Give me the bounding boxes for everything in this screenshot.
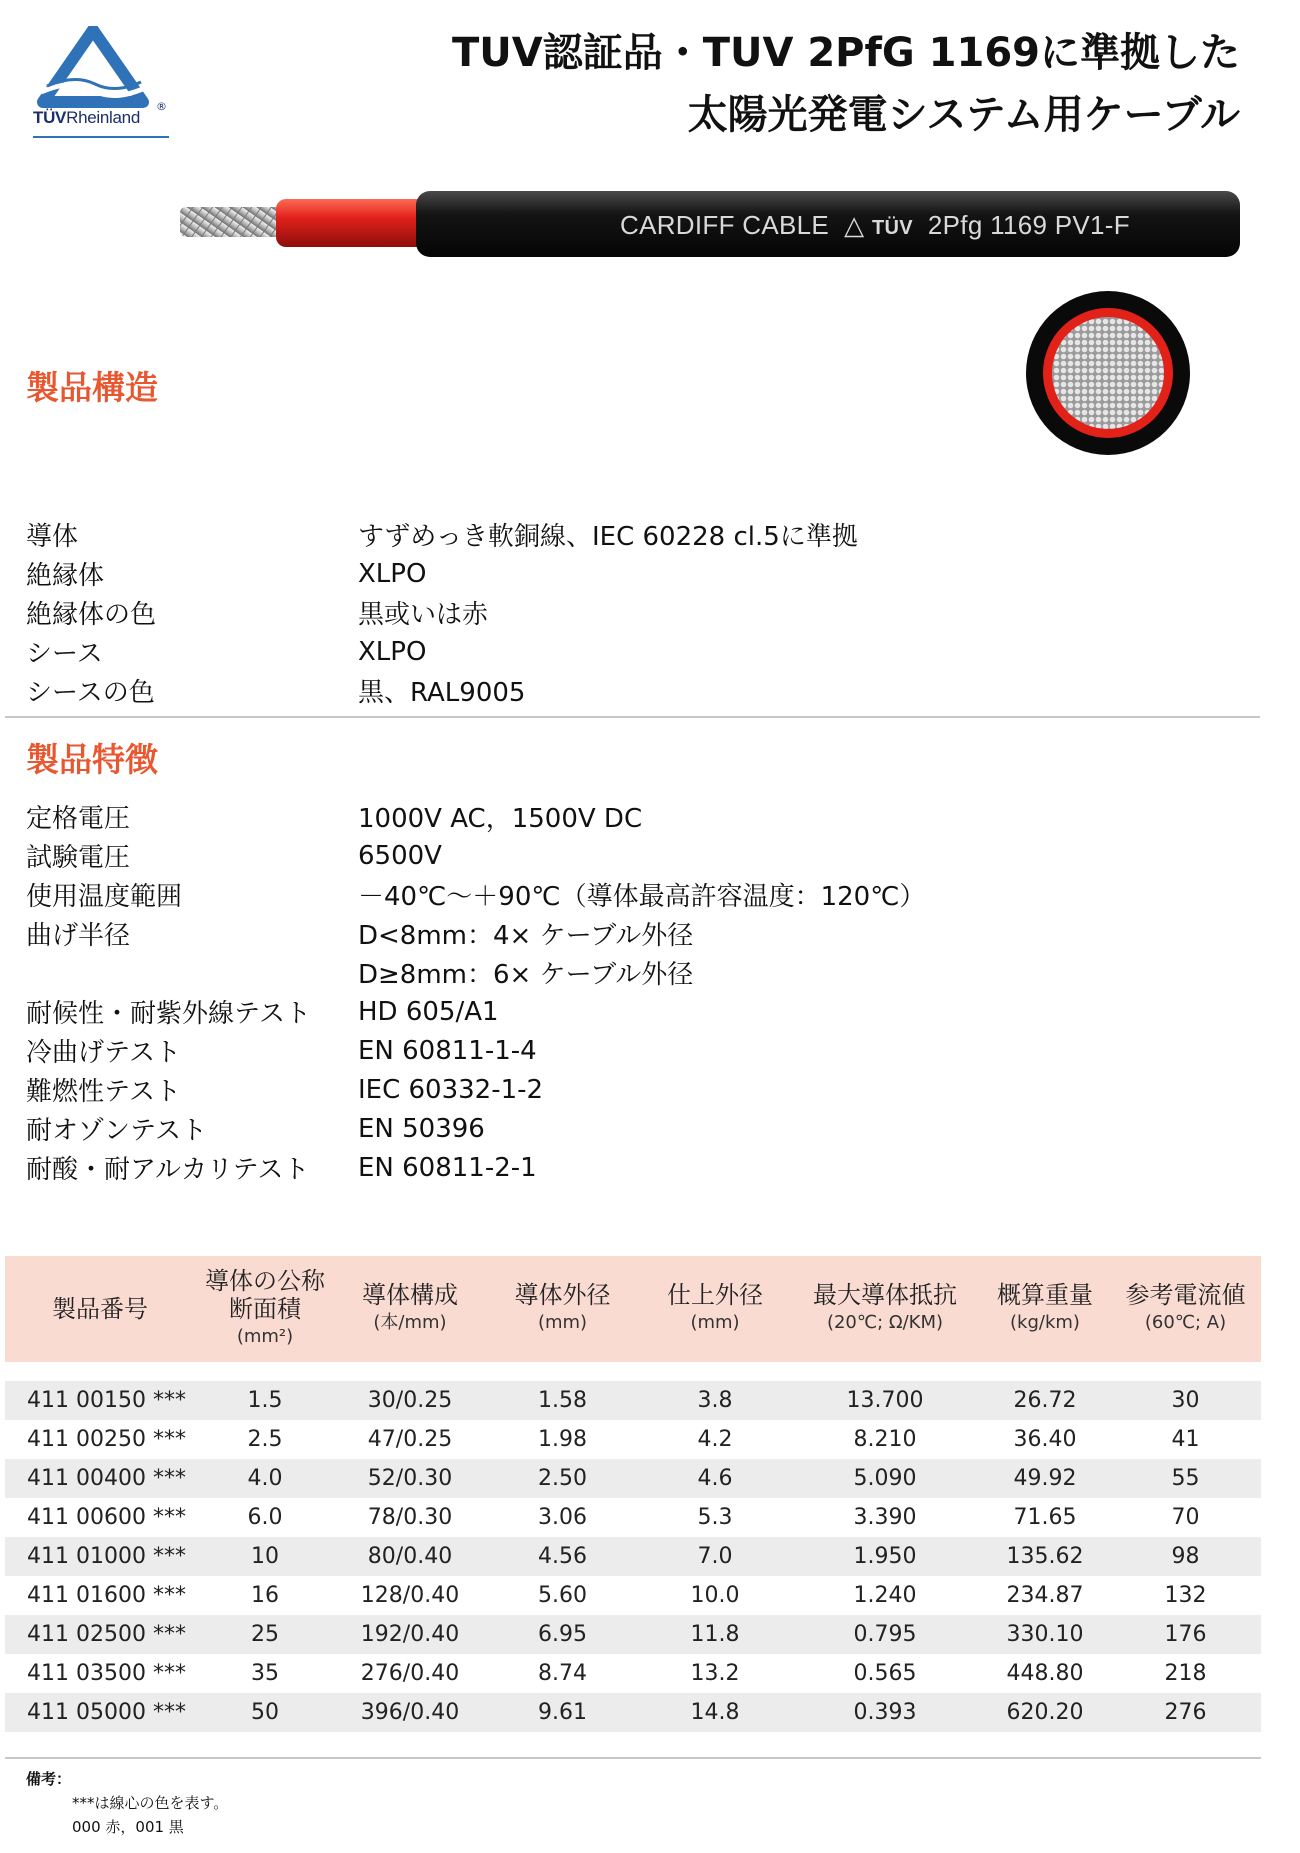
- column-header: [980, 1281, 1110, 1337]
- column-header: [1110, 1281, 1261, 1337]
- table-cell: 411 00400 ***: [27, 1466, 186, 1491]
- table-cell: 192/0.40: [360, 1622, 460, 1647]
- column-header-unit: (mm): [537, 1312, 588, 1333]
- column-header-unit: (kg/km): [1010, 1312, 1080, 1333]
- table-cell: 8.74: [538, 1661, 587, 1686]
- table-row: [5, 1420, 1261, 1459]
- table-cell: 14.8: [690, 1700, 740, 1725]
- table-cell: 2.5: [247, 1427, 283, 1452]
- title-line-1: TUV認証品・TUV 2PfG 1169に準拠した: [451, 30, 1240, 76]
- spec-label: 耐オゾンテスト: [26, 1116, 207, 1146]
- spec-row: [26, 515, 1066, 554]
- table-cell: 411 02500 ***: [27, 1622, 186, 1647]
- spec-row: [26, 1109, 1066, 1148]
- spec-label: シースの色: [26, 678, 155, 708]
- spec-label: 使用温度範囲: [26, 882, 183, 912]
- column-header: [640, 1281, 790, 1337]
- table-cell: 276: [1164, 1700, 1207, 1725]
- table-cell: 5.60: [538, 1583, 587, 1608]
- table-cell: 35: [251, 1661, 279, 1686]
- column-header-unit: (mm): [690, 1312, 740, 1333]
- table-row: [5, 1615, 1261, 1654]
- spec-label: 難燃性テスト: [26, 1077, 181, 1107]
- table-cell: 25: [251, 1622, 279, 1647]
- table-row: [5, 1693, 1261, 1732]
- table-cell: 11.8: [690, 1622, 740, 1647]
- column-header-label: 導体構成: [362, 1281, 458, 1309]
- column-header: [195, 1267, 335, 1351]
- table-cell: 1.98: [538, 1427, 587, 1452]
- table-cell: 135.62: [1006, 1544, 1084, 1569]
- spec-label: 絶縁体: [26, 561, 105, 591]
- spec-row: [26, 1148, 1066, 1187]
- table-cell: 1.58: [538, 1388, 587, 1413]
- table-cell: 16: [251, 1583, 279, 1608]
- table-cell: 411 00250 ***: [27, 1427, 186, 1452]
- spec-label: 導体: [26, 522, 79, 552]
- spec-row: [26, 953, 1066, 992]
- features-title: 製品特徴: [26, 740, 158, 779]
- column-header-label: 導体外径: [514, 1281, 611, 1309]
- spec-value: EN 60811-2-1: [358, 1152, 537, 1183]
- spec-row: [26, 1070, 1066, 1109]
- spec-value: すずめっき軟銅線、IEC 60228 cl.5に準拠: [358, 522, 858, 552]
- table-cell: 13.700: [846, 1388, 924, 1413]
- notes-title: 備考：: [26, 1770, 72, 1788]
- table-cell: 26.72: [1013, 1388, 1077, 1413]
- table-cell: 4.0: [247, 1466, 283, 1491]
- table-cell: 4.56: [538, 1544, 587, 1569]
- spec-value: 1000V AC，1500V DC: [358, 804, 643, 834]
- table-cell: 3.8: [697, 1388, 733, 1413]
- spec-value: XLPO: [358, 636, 427, 667]
- spec-label: 冷曲げテスト: [26, 1038, 181, 1068]
- table-cell: 98: [1171, 1544, 1200, 1569]
- table-cell: 411 01000 ***: [27, 1544, 186, 1569]
- spec-value: D<8mm：4× ケーブル外径: [358, 921, 694, 951]
- title-line-2: 太陽光発電システム用ケーブル: [687, 92, 1240, 138]
- table-cell: 411 00150 ***: [27, 1388, 186, 1413]
- table-cell: 411 03500 ***: [27, 1661, 186, 1686]
- section-divider: [5, 716, 1260, 718]
- table-cell: 132: [1164, 1583, 1207, 1608]
- spec-value: EN 60811-1-4: [358, 1035, 537, 1066]
- table-cell: 7.0: [697, 1544, 733, 1569]
- spec-row: [26, 554, 1066, 593]
- table-cell: 13.2: [690, 1661, 740, 1686]
- column-header-label: 参考電流値: [1125, 1281, 1246, 1309]
- table-cell: 4.6: [697, 1466, 733, 1491]
- spec-row: [26, 632, 1066, 671]
- spec-row: [26, 797, 1066, 836]
- registered-mark: ®: [156, 100, 167, 113]
- page-title: [452, 22, 1240, 146]
- tuv-small-triangle-icon: △: [844, 210, 865, 240]
- table-cell: 330.10: [1006, 1622, 1084, 1647]
- construction-spec-list: [26, 515, 1066, 710]
- tuv-logo: [33, 26, 173, 144]
- spec-value: EN 50396: [358, 1113, 485, 1144]
- spec-row: [26, 1031, 1066, 1070]
- table-cell: 71.65: [1013, 1505, 1077, 1530]
- bottom-divider: [5, 1757, 1261, 1759]
- table-row: [5, 1459, 1261, 1498]
- column-header: [335, 1281, 485, 1337]
- table-cell: 1.240: [853, 1583, 917, 1608]
- column-header-unit: (60℃; A): [1144, 1312, 1227, 1333]
- spec-row: [26, 671, 1066, 710]
- table-cell: 78/0.30: [367, 1505, 453, 1530]
- spec-value: D≥8mm：6× ケーブル外径: [358, 960, 694, 990]
- table-cell: 4.2: [697, 1427, 733, 1452]
- spec-value: IEC 60332-1-2: [358, 1074, 544, 1105]
- table-cell: 41: [1171, 1427, 1200, 1452]
- column-header-label: 最大導体抵抗: [813, 1281, 957, 1309]
- table-cell: 411 00600 ***: [27, 1505, 186, 1530]
- table-cell: 30: [1171, 1388, 1200, 1413]
- table-cell: 36.40: [1013, 1427, 1077, 1452]
- table-row: [5, 1498, 1261, 1537]
- product-table-header: [5, 1256, 1261, 1362]
- spec-value: 黒或いは赤: [358, 600, 489, 630]
- table-row: [5, 1537, 1261, 1576]
- table-cell: 47/0.25: [367, 1427, 453, 1452]
- column-header: [790, 1281, 980, 1337]
- table-cell: 448.80: [1006, 1661, 1084, 1686]
- table-cell: 55: [1171, 1466, 1200, 1491]
- spec-value: XLPO: [358, 558, 427, 589]
- spec-value: HD 605/A1: [358, 996, 499, 1027]
- spec-label: シース: [26, 639, 103, 669]
- table-row: [5, 1576, 1261, 1615]
- table-cell: 411 05000 ***: [27, 1700, 186, 1725]
- table-cell: 70: [1171, 1505, 1200, 1530]
- spec-value: 黒、RAL9005: [358, 678, 526, 708]
- table-cell: 396/0.40: [360, 1700, 460, 1725]
- cable-cross-section-image: [1025, 290, 1191, 456]
- spec-label: 耐候性・耐紫外線テスト: [26, 999, 311, 1029]
- table-cell: 9.61: [538, 1700, 587, 1725]
- product-table-body: [5, 1381, 1261, 1732]
- spec-label: 試験電圧: [26, 843, 131, 873]
- spec-value: 6500V: [358, 840, 442, 871]
- table-cell: 411 01600 ***: [27, 1583, 186, 1608]
- table-cell: 10.0: [690, 1583, 740, 1608]
- table-cell: 0.565: [853, 1661, 917, 1686]
- table-cell: 10: [251, 1544, 279, 1569]
- column-header-label: 仕上外径: [667, 1281, 763, 1309]
- spec-label: 定格電圧: [26, 804, 131, 834]
- spec-row: [26, 992, 1066, 1031]
- table-cell: 6.95: [538, 1622, 587, 1647]
- features-spec-list: [26, 797, 1066, 1187]
- table-cell: 2.50: [538, 1466, 587, 1491]
- table-cell: 80/0.40: [367, 1544, 453, 1569]
- table-cell: 1.950: [853, 1544, 917, 1569]
- column-header-label: 製品番号: [52, 1295, 148, 1323]
- table-cell: 218: [1164, 1661, 1207, 1686]
- table-cell: 234.87: [1006, 1583, 1084, 1608]
- table-cell: 30/0.25: [367, 1388, 453, 1413]
- column-header: [485, 1281, 640, 1337]
- table-row: [5, 1654, 1261, 1693]
- tuv-logo-text: TÜVRheinland: [33, 108, 140, 127]
- tuv-triangle-icon: [33, 26, 173, 110]
- table-cell: 1.5: [247, 1388, 283, 1413]
- table-cell: 176: [1164, 1622, 1207, 1647]
- spec-label: 耐酸・耐アルカリテスト: [26, 1155, 310, 1185]
- table-cell: 0.393: [853, 1700, 917, 1725]
- table-cell: 5.090: [853, 1466, 917, 1491]
- column-header-label: 導体の公称断面積: [205, 1267, 325, 1323]
- column-header-unit: (mm²): [236, 1326, 294, 1347]
- table-cell: 620.20: [1006, 1700, 1084, 1725]
- spec-row: [26, 914, 1066, 953]
- construction-title: 製品構造: [26, 368, 158, 407]
- notes-line-2: 000 赤，001 黒: [72, 1818, 184, 1836]
- table-cell: 49.92: [1013, 1466, 1077, 1491]
- table-cell: 6.0: [247, 1505, 283, 1530]
- spec-row: [26, 593, 1066, 632]
- column-header-label: 概算重量: [997, 1281, 1093, 1309]
- notes-line-1: ***は線心の色を表す。: [72, 1794, 229, 1812]
- column-header: [5, 1295, 195, 1323]
- spec-row: [26, 875, 1066, 914]
- table-cell: 128/0.40: [360, 1583, 460, 1608]
- table-row: [5, 1381, 1261, 1420]
- notes: [26, 1767, 228, 1839]
- spec-value: －40℃～＋90℃（導体最高許容温度：120℃）: [358, 882, 926, 912]
- table-cell: 0.795: [853, 1622, 917, 1647]
- column-header-unit: (20℃; Ω/KM): [826, 1312, 944, 1333]
- table-cell: 8.210: [853, 1427, 917, 1452]
- cable-print: CARDIFF CABLE △ TÜV 2Pfg 1169 PV1-F: [620, 210, 1130, 240]
- table-cell: 3.390: [853, 1505, 917, 1530]
- spec-label: 曲げ半径: [26, 921, 131, 951]
- spec-label: 絶縁体の色: [26, 600, 157, 630]
- table-cell: 50: [251, 1700, 279, 1725]
- table-cell: 3.06: [538, 1505, 587, 1530]
- table-cell: 276/0.40: [360, 1661, 460, 1686]
- table-cell: 52/0.30: [367, 1466, 453, 1491]
- logo-underline: [33, 136, 169, 138]
- spec-row: [26, 836, 1066, 875]
- column-header-unit: (本/mm): [373, 1312, 447, 1333]
- table-cell: 5.3: [697, 1505, 733, 1530]
